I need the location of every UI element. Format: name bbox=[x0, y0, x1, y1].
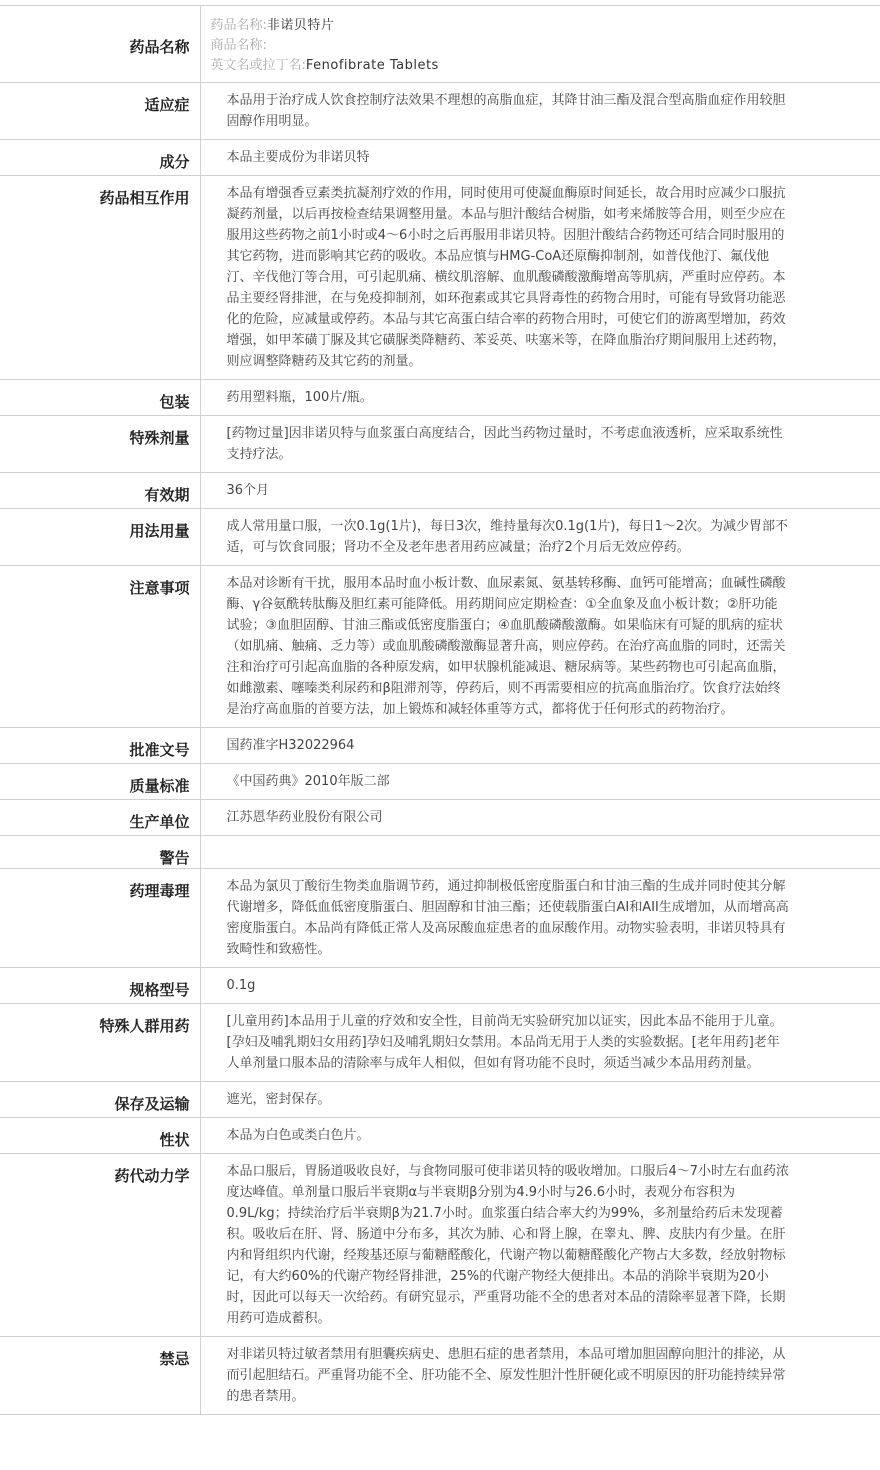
info-row bbox=[0, 836, 880, 869]
row-label: 生产单位 bbox=[0, 800, 200, 836]
row-label: 禁忌 bbox=[0, 1337, 200, 1415]
row-value: 遮光，密封保存。 bbox=[200, 1082, 880, 1118]
field-value: 非诺贝特片 bbox=[266, 18, 335, 33]
row-value: 本品为白色或类白色片。 bbox=[200, 1118, 880, 1154]
info-row bbox=[0, 1337, 880, 1415]
row-value: 江苏恩华药业股份有限公司 bbox=[200, 800, 880, 836]
row-drug-names bbox=[0, 6, 880, 83]
drug-info-body bbox=[0, 6, 880, 1415]
row-label: 保存及运输 bbox=[0, 1082, 200, 1118]
row-value bbox=[200, 836, 880, 869]
generic-name-line bbox=[211, 16, 861, 36]
field-key: 英文名或拉丁名: bbox=[210, 58, 306, 73]
row-value: 0.1g bbox=[200, 968, 880, 1004]
field-key: 商品名称: bbox=[210, 38, 267, 53]
row-value: 36个月 bbox=[200, 473, 880, 509]
row-value: 本品有增强香豆素类抗凝剂疗效的作用，同时使用可使凝血酶原时间延长，故合用时应减少口服抗凝药剂量，以后再按检查结果调整用量。本品与胆汁酸结合树脂，如考来烯胺等合用，则至少应在服用这些药物之前1小时或4～6小时之后再服用非诺贝特。因胆汁酸结合药物还可结合同时服用的其它药物，进而影响其它药的吸收。本品应慎与HMG-CoA还原酶抑制剂，如普伐他汀、氟伐他汀、辛伐他汀等合用，可引起肌痛、横纹肌溶解、血肌酸磷酸激酶增高等肌病，严重时应停药。本品主要经肾排泄，在与免疫抑制剂，如环孢素或其它具肾毒性的药物合用时，可能有导致肾功能恶化的危险，应减量或停药。本品与其它高蛋白结合率的药物合用时，可使它们的游离型增加，药效增强，如甲苯磺丁脲及其它磺脲类降糖药、苯妥英、呋塞米等，在降血脂治疗期间服用上述药物，则应调整降糖药及其它药的剂量。 bbox=[200, 176, 880, 380]
trade-name-line bbox=[211, 36, 861, 56]
row-value: 《中国药典》2010年版二部 bbox=[200, 764, 880, 800]
english-name-line bbox=[211, 56, 861, 76]
info-row bbox=[0, 728, 880, 764]
row-label: 包装 bbox=[0, 380, 200, 416]
info-row bbox=[0, 176, 880, 380]
row-label: 特殊剂量 bbox=[0, 416, 200, 473]
row-label: 警告 bbox=[0, 836, 200, 869]
row-label: 用法用量 bbox=[0, 509, 200, 566]
row-value: 成人常用量口服，一次0.1g(1片)，每日3次，维持量每次0.1g(1片)，每日1～2次。为减少胃部不适，可与饮食同服；肾功不全及老年患者用药应减量；治疗2个月后无效应停药。 bbox=[200, 509, 880, 566]
info-row bbox=[0, 1004, 880, 1082]
row-label: 规格型号 bbox=[0, 968, 200, 1004]
info-row bbox=[0, 380, 880, 416]
drug-info-table bbox=[0, 5, 880, 1415]
row-value: [儿童用药]本品用于儿童的疗效和安全性，目前尚无实验研究加以证实，因此本品不能用于儿童。[孕妇及哺乳期妇女用药]孕妇及哺乳期妇女禁用。本品尚无用于人类的实验数据。[老年用药]老年人单剂量口服本品的清除率与成年人相似，但如有肾功能不良时，须适当减少本品用药剂量。 bbox=[200, 1004, 880, 1082]
row-value: 本品为氯贝丁酸衍生物类血脂调节药，通过抑制极低密度脂蛋白和甘油三酯的生成并同时使其分解代谢增多，降低血低密度脂蛋白、胆固醇和甘油三酯；还使载脂蛋白AI和AII生成增加，从而增高高密度脂蛋白。本品尚有降低正常人及高尿酸血症患者的血尿酸作用。动物实验表明，非诺贝特具有致畸性和致癌性。 bbox=[200, 869, 880, 968]
info-row bbox=[0, 1118, 880, 1154]
info-row bbox=[0, 509, 880, 566]
row-value: 本品用于治疗成人饮食控制疗法效果不理想的高脂血症，其降甘油三酯及混合型高脂血症作用较胆固醇作用明显。 bbox=[200, 83, 880, 140]
info-row bbox=[0, 140, 880, 176]
row-label: 性状 bbox=[0, 1118, 200, 1154]
row-value: 本品对诊断有干扰，服用本品时血小板计数、血尿素氮、氨基转移酶、血钙可能增高；血碱性磷酸酶、γ谷氨酰转肽酶及胆红素可能降低。用药期间应定期检查：①全血象及血小板计数；②肝功能试验；③血胆固醇、甘油三酯或低密度脂蛋白；④血肌酸磷酸激酶。如果临床有可疑的肌病的症状（如肌痛、触痛、乏力等）或血肌酸磷酸激酶显著升高，则应停药。在治疗高血脂的同时，还需关注和治疗可引起高血脂的各种原发病，如甲状腺机能减退、糖尿病等。某些药物也可引起高血脂，如雌激素、噻嗪类利尿药和β阻滞剂等，停药后，则不再需要相应的抗高血脂治疗。饮食疗法始终是治疗高血脂的首要方法，加上锻炼和减轻体重等方式，都将优于任何形式的药物治疗。 bbox=[200, 566, 880, 728]
row-value: 药用塑料瓶，100片/瓶。 bbox=[200, 380, 880, 416]
row-label: 适应症 bbox=[0, 83, 200, 140]
info-row bbox=[0, 869, 880, 968]
info-row bbox=[0, 1154, 880, 1337]
info-row bbox=[0, 473, 880, 509]
field-value: Fenofibrate Tablets bbox=[305, 58, 439, 73]
row-label: 特殊人群用药 bbox=[0, 1004, 200, 1082]
field-key: 药品名称: bbox=[210, 18, 267, 33]
row-value: [药物过量]因非诺贝特与血浆蛋白高度结合，因此当药物过量时，不考虑血液透析，应采取系统性支持疗法。 bbox=[200, 416, 880, 473]
info-row bbox=[0, 968, 880, 1004]
row-label: 注意事项 bbox=[0, 566, 200, 728]
info-row bbox=[0, 764, 880, 800]
row-value: 本品口服后，胃肠道吸收良好，与食物同服可使非诺贝特的吸收增加。口服后4～7小时左右血药浓度达峰值。单剂量口服后半衰期α与半衰期β分别为4.9小时与26.6小时，表观分布容积为0.9L/kg；持续治疗后半衰期β为21.7小时。血浆蛋白结合率大约为99%，多剂量给药后未发现蓄积。吸收后在肝、肾、肠道中分布多，其次为肺、心和肾上腺，在睾丸、脾、皮肤内有少量。在肝内和肾组织内代谢，经羧基还原与葡糖醛酸化，代谢产物以葡糖醛酸化产物占大多数，经放射物标记，有大约60%的代谢产物经肾排泄，25%的代谢产物经大便排出。本品的消除半衰期为20小时，因此可以每天一次给药。有研究显示，严重肾功能不全的患者对本品的清除率显著下降，长期用药可造成蓄积。 bbox=[200, 1154, 880, 1337]
info-row bbox=[0, 800, 880, 836]
row-label: 药理毒理 bbox=[0, 869, 200, 968]
drug-names-cell bbox=[200, 6, 880, 83]
info-row bbox=[0, 416, 880, 473]
info-row bbox=[0, 566, 880, 728]
row-value: 本品主要成份为非诺贝特 bbox=[200, 140, 880, 176]
info-row bbox=[0, 1082, 880, 1118]
row-label: 成分 bbox=[0, 140, 200, 176]
row-label: 质量标准 bbox=[0, 764, 200, 800]
row-label: 有效期 bbox=[0, 473, 200, 509]
row-value: 对非诺贝特过敏者禁用有胆囊疾病史、患胆石症的患者禁用，本品可增加胆固醇向胆汁的排泌，从而引起胆结石。严重肾功能不全、肝功能不全、原发性胆汁性肝硬化或不明原因的肝功能持续异常的患者禁用。 bbox=[200, 1337, 880, 1415]
row-value: 国药准字H32022964 bbox=[200, 728, 880, 764]
row-label: 药品名称 bbox=[0, 6, 200, 83]
row-label: 药品相互作用 bbox=[0, 176, 200, 380]
row-label: 药代动力学 bbox=[0, 1154, 200, 1337]
row-label: 批准文号 bbox=[0, 728, 200, 764]
info-row bbox=[0, 83, 880, 140]
